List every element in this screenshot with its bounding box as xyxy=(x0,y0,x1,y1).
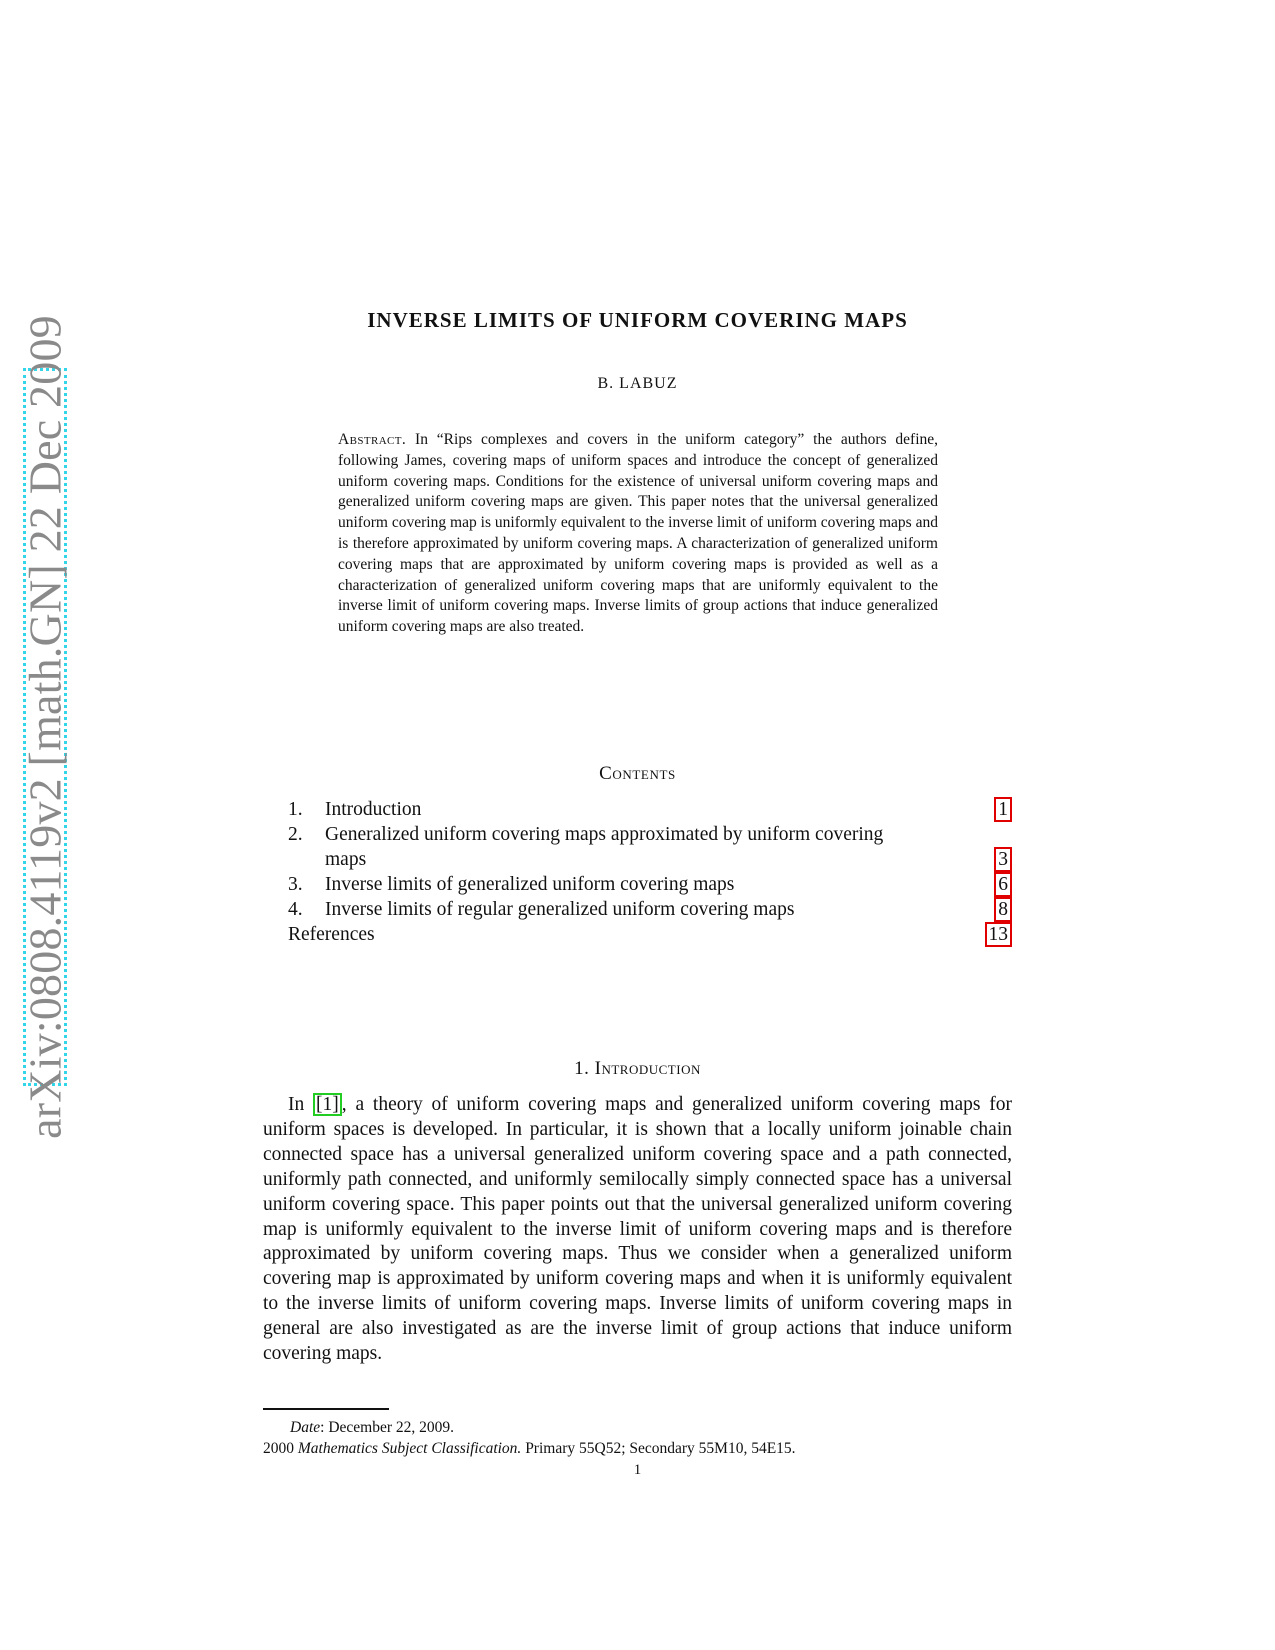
intro-text-rest: , a theory of uniform covering maps and generalized uniform covering maps for uniform spaces is developed. In particular, it is shown that a locally uniform joinable chain connected space has a universal generalized uniform covering space and a path connected, uniformly path connected, and uniformly semilocally simply connected space has a universal uniform covering space. This paper points out that the universal generalized uniform covering map is uniformly equivalent to the inverse limit of uniform covering maps and is therefore approximated by uniform covering maps. Thus we consider when a generalized uniform covering map is approximated by uniform covering maps and when it is uniformly equivalent to the inverse limits of uniform covering maps. Inverse limits of uniform covering maps in general are also investigated as are the inverse limit of group actions that induce uniform covering maps. xyxy=(263,1094,1013,1365)
toc-entry-number: 2. xyxy=(288,824,303,845)
toc-entry-title: Inverse limits of regular generalized uniform covering maps xyxy=(325,899,795,920)
toc-entry-inverse-limits[interactable] xyxy=(288,872,1012,897)
toc-page-link[interactable]: 8 xyxy=(994,897,1012,922)
toc-entry-number: 1. xyxy=(288,799,303,820)
introduction-paragraph xyxy=(263,1093,1012,1367)
toc-entry-number: 3. xyxy=(288,874,303,895)
intro-text-start: In xyxy=(288,1094,314,1115)
section-number: 1. xyxy=(574,1058,590,1079)
footnote-msc-year: 2000 xyxy=(263,1440,298,1457)
toc-entry-inverse-limits-regular[interactable] xyxy=(288,897,1012,922)
abstract-text: In “Rips complexes and covers in the uniform category” the authors define, following James, covering maps of uniform spaces and introduce the concept of generalized uniform covering maps. Conditions for the existence of universal uniform covering maps and generalized uniform covering maps are given. This paper notes that the universal generalized uniform covering map is uniformly equivalent to the inverse limit of uniform covering maps and is therefore approximated by uniform covering maps. A characterization of generalized uniform covering maps that are approximated by uniform covering maps is provided as well as a characterization of generalized uniform covering maps that are uniformly equivalent to the inverse limit of uniform covering maps. Inverse limits of group actions that induce generalized uniform covering maps are also treated. xyxy=(338,431,939,636)
arxiv-stamp[interactable]: arXiv:0808.4119v2 [math.GN] 22 Dec 2009 xyxy=(19,315,71,1139)
toc-page-link[interactable]: 6 xyxy=(994,872,1012,897)
footnote-msc-label: Mathematics Subject Classification. xyxy=(297,1440,522,1457)
footnote-rule xyxy=(263,1408,389,1410)
toc-entry-introduction[interactable] xyxy=(288,797,1012,822)
toc-entry-title: Inverse limits of generalized uniform covering maps xyxy=(325,874,735,895)
footnote-msc xyxy=(263,1439,1012,1459)
toc-page-link[interactable]: 13 xyxy=(985,922,1013,947)
toc-page-link[interactable]: 1 xyxy=(994,797,1012,822)
abstract xyxy=(338,430,938,638)
footnote-msc-value: Primary 55Q52; Secondary 55M10, 54E15. xyxy=(521,1440,796,1457)
toc-page-link[interactable]: 3 xyxy=(994,847,1012,872)
toc-entry-references[interactable] xyxy=(288,922,1012,947)
toc-entry-title-line2: maps xyxy=(325,849,367,870)
table-of-contents xyxy=(288,797,1012,947)
toc-entry-title xyxy=(325,822,965,872)
abstract-label: Abstract. xyxy=(338,431,407,448)
section-title: Introduction xyxy=(594,1058,701,1079)
section-heading-introduction xyxy=(0,1058,1275,1080)
toc-entry-title: References xyxy=(288,924,375,945)
toc-entry-generalized-approximated[interactable] xyxy=(288,822,1012,872)
paper-title: INVERSE LIMITS OF UNIFORM COVERING MAPS xyxy=(367,308,908,332)
citation-link[interactable]: [1] xyxy=(313,1093,342,1116)
paper-author: B. LABUZ xyxy=(597,375,678,392)
footnote-date xyxy=(263,1418,1012,1438)
toc-entry-title: Introduction xyxy=(325,799,422,820)
toc-entry-number: 4. xyxy=(288,899,303,920)
contents-heading: Contents xyxy=(599,763,676,784)
toc-entry-title-line1: Generalized uniform covering maps approximated by uniform covering xyxy=(325,824,884,845)
page-number: 1 xyxy=(633,1462,642,1478)
footnote-date-label: Date xyxy=(290,1419,321,1436)
footnote-date-value: : December 22, 2009. xyxy=(320,1419,455,1436)
